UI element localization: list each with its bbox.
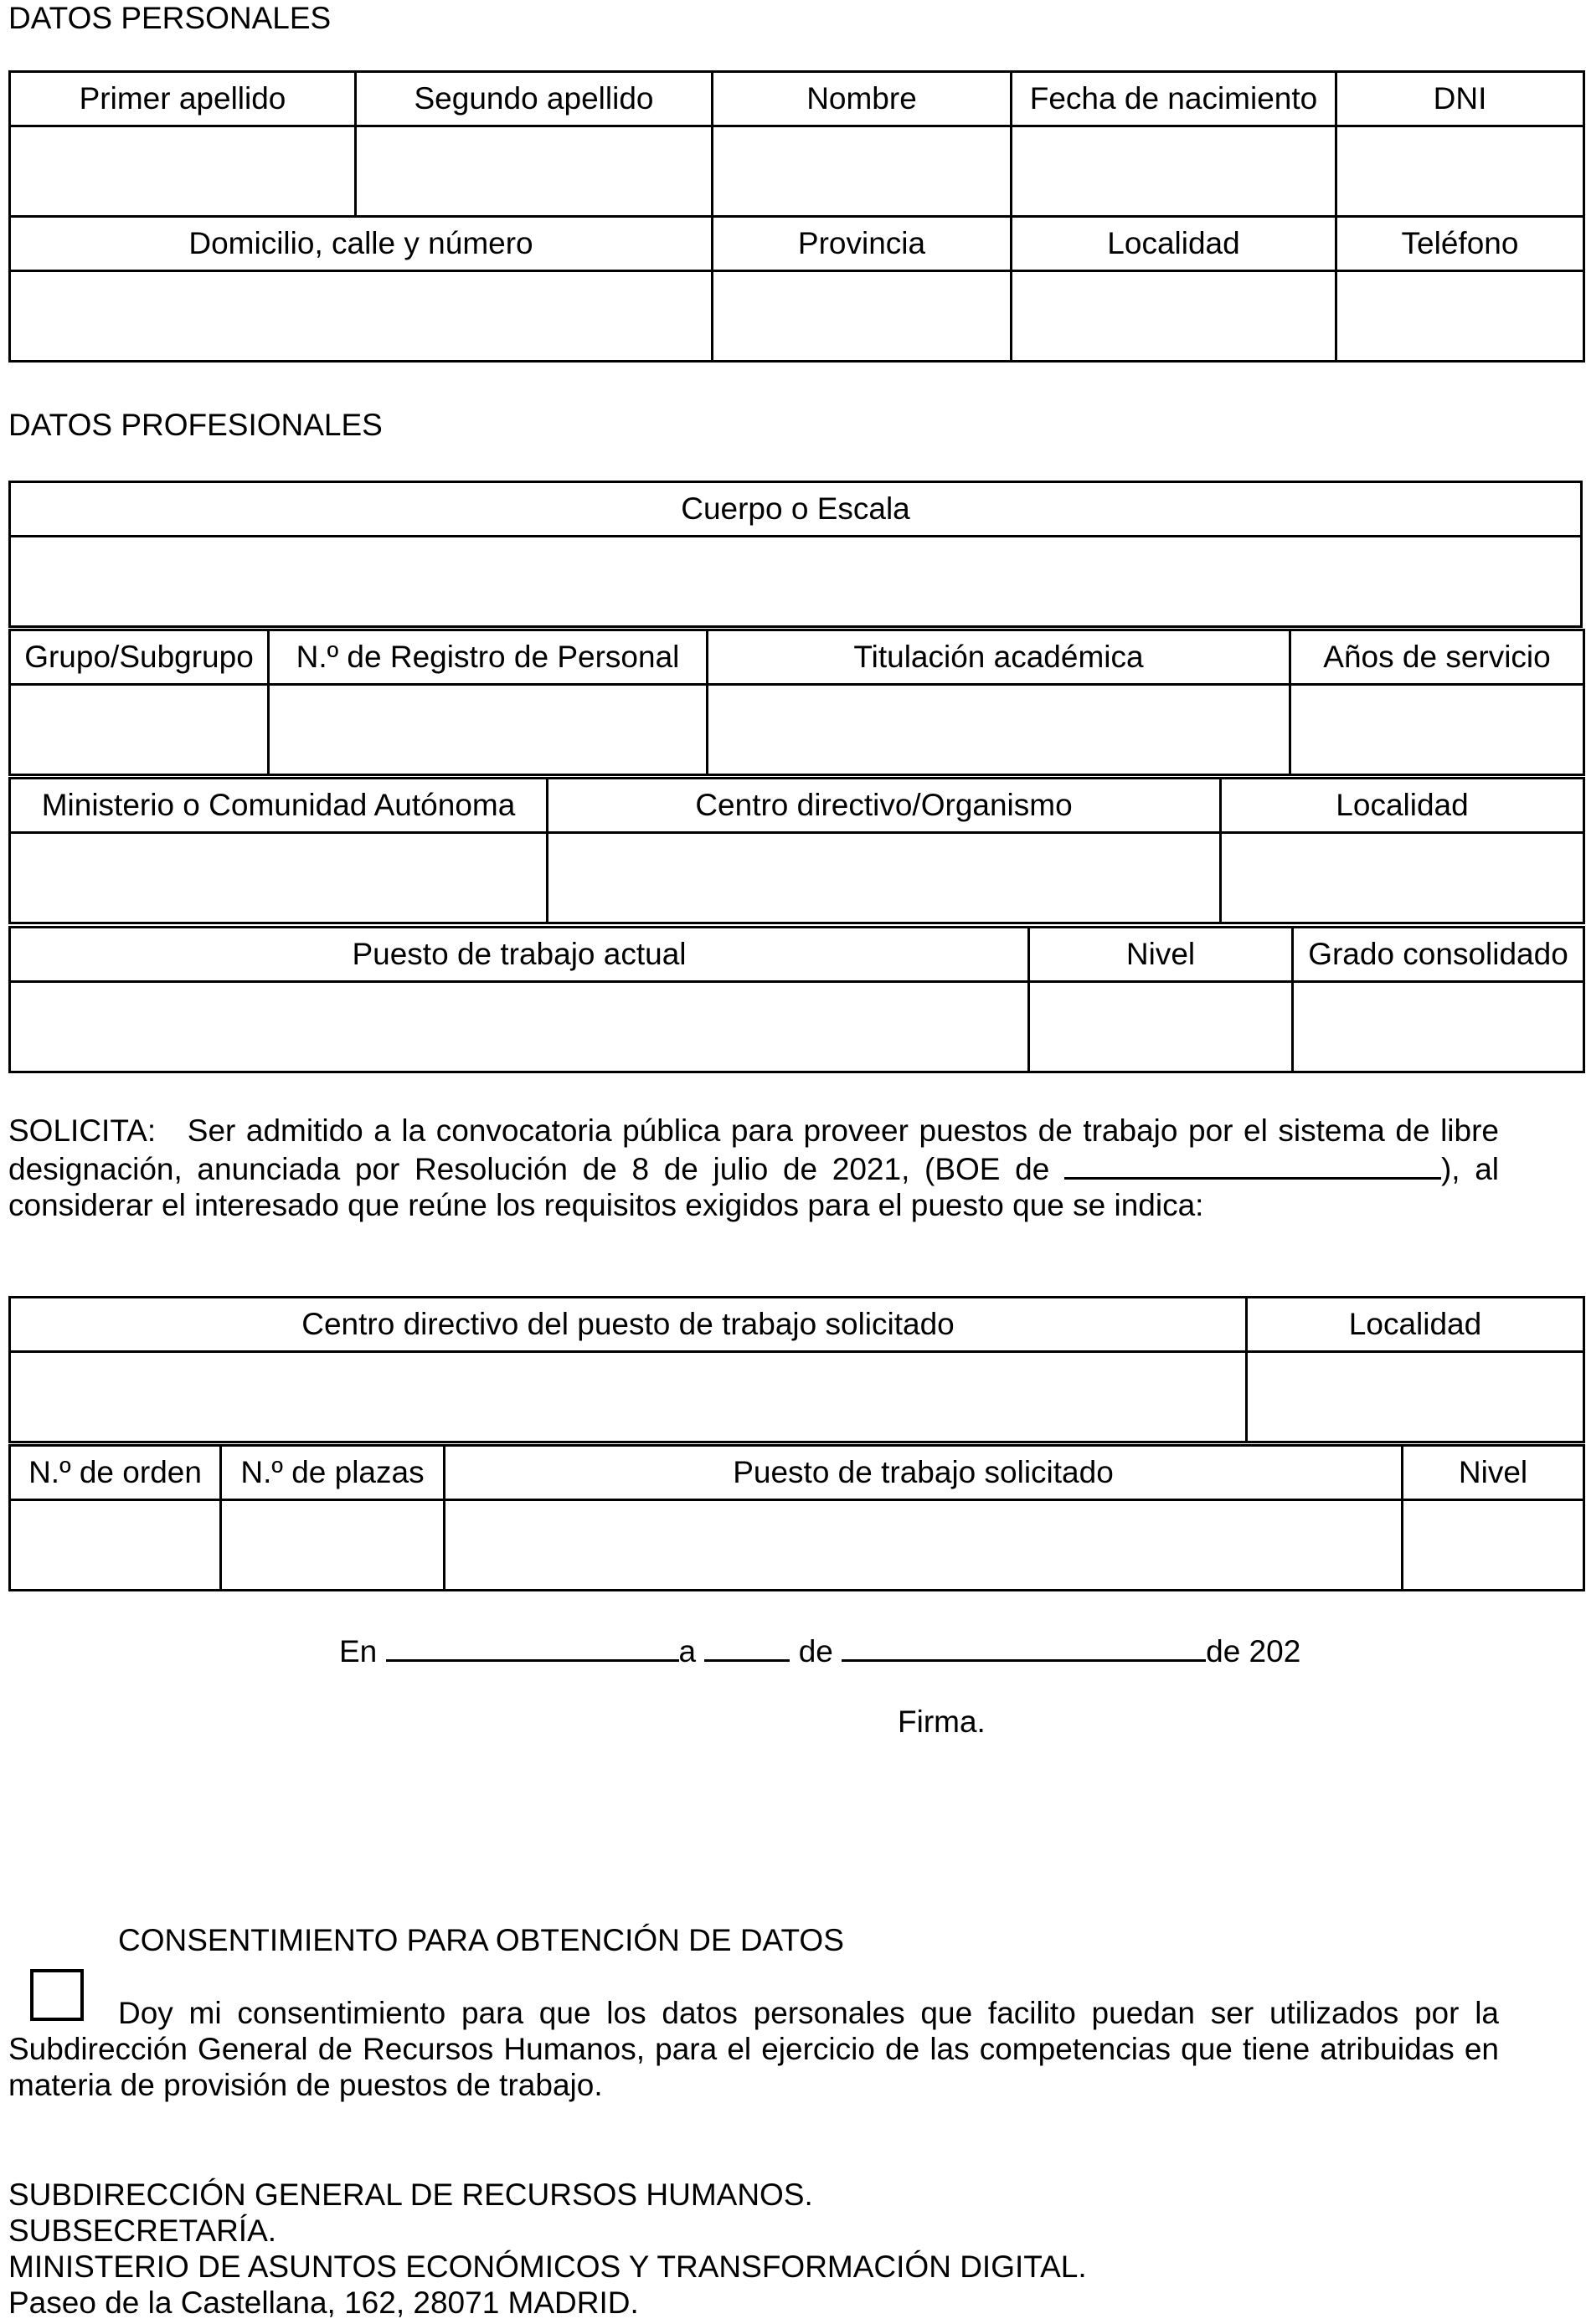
header-anos-servicio: Años de servicio: [1290, 630, 1584, 685]
header-dni: DNI: [1336, 72, 1584, 126]
input-registro-personal[interactable]: [269, 685, 708, 775]
header-puesto-solicitado: Puesto de trabajo solicitado: [445, 1446, 1403, 1500]
input-dni[interactable]: [1336, 126, 1584, 217]
header-numero-plazas: N.º de plazas: [221, 1446, 445, 1500]
header-localidad-prof: Localidad: [1221, 779, 1584, 833]
input-cuerpo-escala[interactable]: [10, 537, 1582, 627]
input-centro-solicitado[interactable]: [10, 1352, 1247, 1442]
de-label: de: [798, 1634, 833, 1668]
input-grupo-subgrupo[interactable]: [10, 685, 269, 775]
header-puesto-actual: Puesto de trabajo actual: [10, 928, 1029, 982]
input-telefono[interactable]: [1336, 271, 1584, 362]
footer-address: [8, 2177, 1087, 2321]
input-anos-servicio[interactable]: [1290, 685, 1584, 775]
month-field[interactable]: [842, 1631, 1206, 1662]
input-domicilio[interactable]: [10, 271, 713, 362]
solicita-text-1: Ser admitido a la convocatoria pública para proveer puestos de trabajo por el sistema de libre designación, anunciada por Resolución de 8 de julio de 2021, (BOE de: [8, 1113, 1500, 1186]
requested-position-table: [8, 1444, 1585, 1591]
input-segundo-apellido[interactable]: [356, 126, 713, 217]
header-registro-personal: N.º de Registro de Personal: [269, 630, 708, 685]
footer-line-address: Paseo de la Castellana, 162, 28071 MADRID.: [8, 2285, 639, 2320]
input-numero-plazas[interactable]: [221, 1500, 445, 1591]
header-domicilio: Domicilio, calle y número: [10, 217, 713, 271]
professional-position-table: [8, 926, 1585, 1073]
header-nivel-solicitado: Nivel: [1403, 1446, 1584, 1500]
footer-line-ministerio: MINISTERIO DE ASUNTOS ECONÓMICOS Y TRANSFORMACIÓN DIGITAL.: [8, 2249, 1087, 2284]
header-primer-apellido: Primer apellido: [10, 72, 356, 126]
input-nivel-solicitado[interactable]: [1403, 1500, 1584, 1591]
consent-title: CONSENTIMIENTO PARA OBTENCIÓN DE DATOS: [118, 1923, 844, 1957]
year-label: de 202: [1206, 1634, 1301, 1668]
footer-line-subdireccion: SUBDIRECCIÓN GENERAL DE RECURSOS HUMANOS.: [8, 2177, 813, 2212]
header-centro-solicitado: Centro directivo del puesto de trabajo solicitado: [10, 1298, 1247, 1352]
header-provincia: Provincia: [713, 217, 1012, 271]
header-fecha-nacimiento: Fecha de nacimiento: [1012, 72, 1336, 126]
header-nombre: Nombre: [713, 72, 1012, 126]
header-grupo-subgrupo: Grupo/Subgrupo: [10, 630, 269, 685]
city-field[interactable]: [386, 1631, 679, 1662]
input-fecha-nacimiento[interactable]: [1012, 126, 1336, 217]
header-telefono: Teléfono: [1336, 217, 1584, 271]
footer-line-subsecretaria: SUBSECRETARÍA.: [8, 2213, 277, 2248]
header-titulacion: Titulación académica: [708, 630, 1290, 685]
input-localidad[interactable]: [1012, 271, 1336, 362]
header-nivel-actual: Nivel: [1029, 928, 1293, 982]
input-centro-directivo[interactable]: [548, 833, 1221, 923]
input-titulacion[interactable]: [708, 685, 1290, 775]
solicita-text-2: ), al considerar el interesado que reúne los requisitos exigidos para el puesto que se indica:: [8, 1152, 1499, 1222]
header-localidad-solicitada: Localidad: [1247, 1298, 1584, 1352]
header-cuerpo-escala: Cuerpo o Escala: [10, 482, 1582, 537]
header-ministerio: Ministerio o Comunidad Autónoma: [10, 779, 548, 833]
en-label: En: [339, 1634, 378, 1668]
signature-date-line: [339, 1631, 1300, 1670]
header-segundo-apellido: Segundo apellido: [356, 72, 713, 126]
input-primer-apellido[interactable]: [10, 126, 356, 217]
input-grado-consolidado[interactable]: [1293, 982, 1584, 1072]
requested-center-table: [8, 1296, 1585, 1443]
input-nivel-actual[interactable]: [1029, 982, 1293, 1072]
day-field[interactable]: [704, 1631, 790, 1662]
input-localidad-solicitada[interactable]: [1247, 1352, 1584, 1442]
header-localidad: Localidad: [1012, 217, 1336, 271]
solicita-paragraph: [8, 1113, 1499, 1223]
boe-date-field[interactable]: [1064, 1149, 1441, 1180]
header-numero-orden: N.º de orden: [10, 1446, 221, 1500]
firma-label: Firma.: [898, 1704, 986, 1739]
input-puesto-actual[interactable]: [10, 982, 1029, 1072]
consent-text: Doy mi consentimiento para que los datos personales que facilito puedan ser utilizados por la Subdirección General de Recursos Humanos, para el ejercicio de las competencias que tiene atribuidas en materia de provisión de puestos de trabajo.: [8, 1996, 1499, 2102]
personal-data-table: [8, 70, 1585, 362]
professional-registry-table: [8, 629, 1585, 776]
section-title-professional: DATOS PROFESIONALES: [8, 408, 383, 442]
input-provincia[interactable]: [713, 271, 1012, 362]
input-ministerio[interactable]: [10, 833, 548, 923]
section-title-personal: DATOS PERSONALES: [8, 1, 332, 35]
input-nombre[interactable]: [713, 126, 1012, 217]
professional-ministry-table: [8, 777, 1585, 924]
a-label: a: [678, 1634, 697, 1668]
header-centro-directivo: Centro directivo/Organismo: [548, 779, 1221, 833]
input-puesto-solicitado[interactable]: [445, 1500, 1403, 1591]
input-localidad-prof[interactable]: [1221, 833, 1584, 923]
input-numero-orden[interactable]: [10, 1500, 221, 1591]
professional-cuerpo-table: [8, 481, 1583, 628]
solicita-label: SOLICITA:: [8, 1113, 157, 1148]
header-grado-consolidado: Grado consolidado: [1293, 928, 1584, 982]
